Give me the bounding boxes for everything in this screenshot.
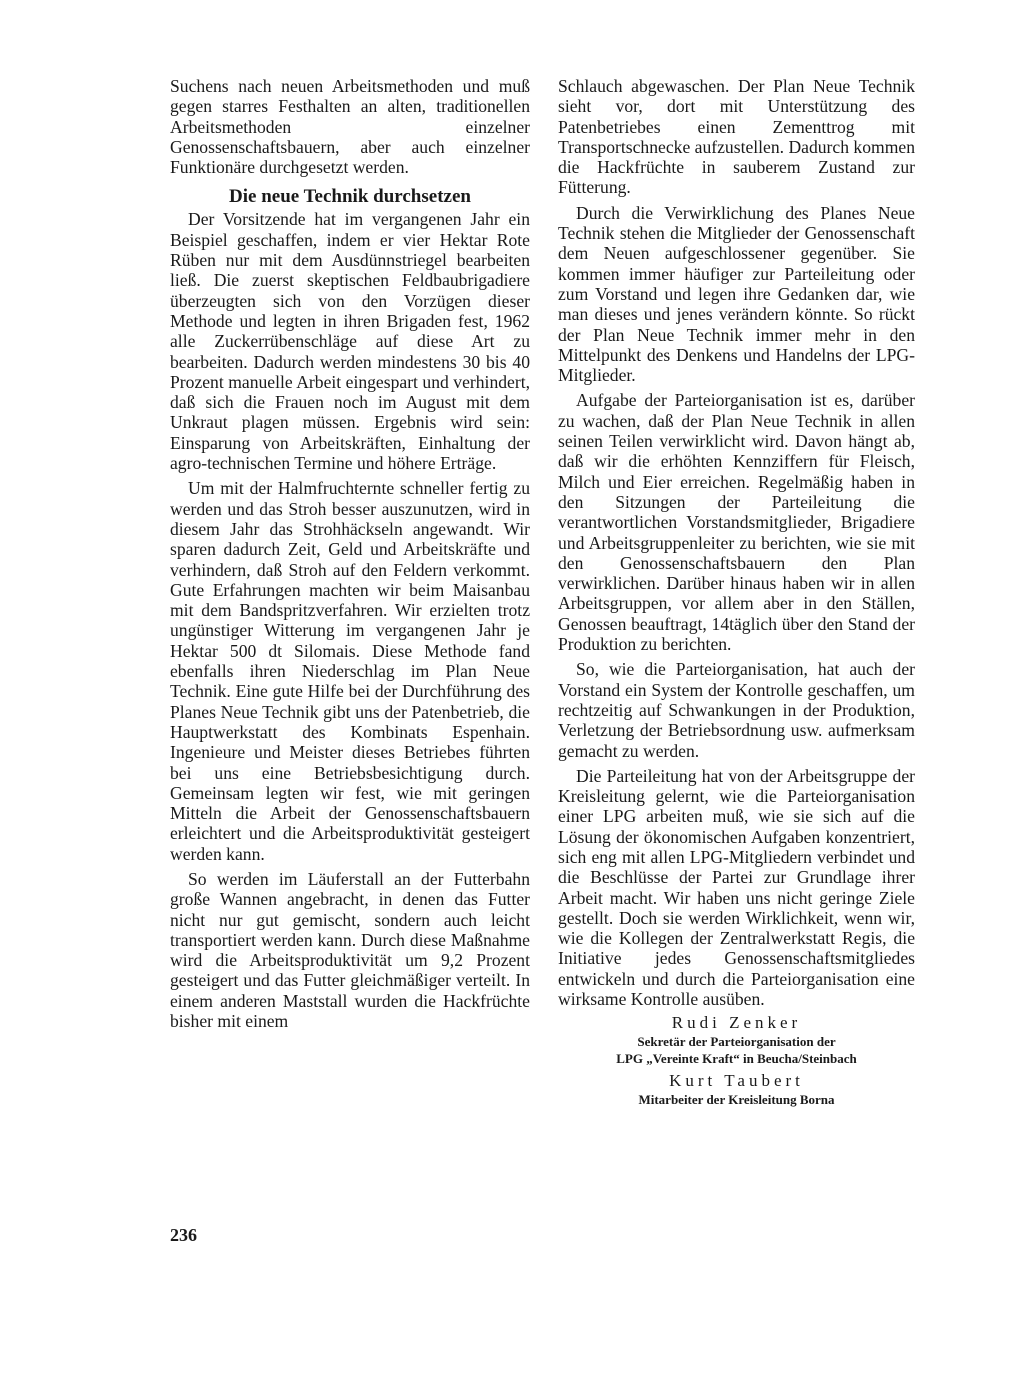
signature-name: Rudi Zenker [671, 1013, 802, 1033]
paragraph: Durch die Verwirklichung des Planes Neue Technik stehen die Mitglieder der Genossenschaft dem Neuen aufgeschlossener gegenüber. Sie kommen immer häufiger zur Parteileitung oder zum Vorstand und legen ihre Gedanken dar, wie man dieses und jenes verändern könnte. So rückt der Plan Neue Technik immer mehr in den Mittelpunkt des Denkens und Handelns der LPG-Mitglieder. [558, 202, 915, 386]
page-number: 236 [170, 1225, 197, 1245]
paragraph: Aufgabe der Parteiorganisation ist es, darüber zu wachen, daß der Plan Neue Technik in allen seinen Teilen verwirklicht wird. Davon hängt ab, daß wir die erhöhten Kennziffern für Fleisch, Milch und Eier erreichen. Regelmäßig haben in den Sitzungen der Parteileitung die verantwortlichen Vorstandsmitglieder, Brigadiere und Arbeitsgruppenleiter zu berichten, wie sie mit den Genossenschaftsbauern den Plan verwirklichen. Darüber hinaus haben wir in allen Arbeitsgruppen, vor allem aber in den Ställen, Genossen beauftragt, 14täglich über den Stand der Produktion zu berichten. [558, 390, 915, 655]
section-heading: Die neue Technik durchsetzen [229, 186, 471, 208]
left-column [170, 76, 530, 1031]
right-column [558, 76, 915, 1108]
paragraph: Die Parteileitung hat von der Arbeitsgruppe der Kreisleitung gelernt, wie die Parteiorganisation einer LPG arbeiten muß, wie sie sich auf die Lösung der ökonomischen Aufgaben konzentriert, sich eng mit allen LPG-Mitgliedern verbindet und die Beschlüsse der Partei zur Grundlage ihrer Arbeit macht. Wir haben uns nicht geringe Ziele gestellt. Doch sie werden Wirklichkeit, wenn wir, wie die Kollegen der Zentralwerkstatt Regis, die Initiative jedes Genossenschaftsmitgliedes entwickeln und durch die Parteiorganisation eine wirksame Kontrolle ausüben. [558, 765, 915, 1010]
signature-role: Mitarbeiter der Kreisleitung Borna [638, 1092, 835, 1108]
paragraph: Der Vorsitzende hat im vergangenen Jahr ein Beispiel geschaffen, indem er vier Hektar Rote Rüben nur mit dem Ausdünnstriegel bearbeiten ließ. Die zuerst skeptischen Feldbaubrigadiere überzeugten sich von den Vorzügen dieser Methode und legten in ihren Brigaden fest, 1962 alle Zuckerrübenschläge auf diese Art zu bearbeiten. Dadurch werden mindestens 30 bis 40 Prozent manuelle Arbeit eingespart und verhindert, daß sich die Frauen noch im August mit dem Unkraut plagen müssen. Ergebnis wird sein: Einsparung von Arbeitskräften, Einhaltung der agro-technischen Termine und höhere Erträge. [170, 209, 530, 474]
paragraph: Suchens nach neuen Arbeitsmethoden und muß gegen starres Festhalten an alten, traditionellen Arbeitsmethoden einzelner Genossenschaftsbauern, aber auch einzelner Funktionäre durchgesetzt werden. [170, 76, 530, 178]
signature-name: Kurt Taubert [669, 1071, 804, 1091]
paragraph: So, wie die Parteiorganisation, hat auch der Vorstand ein System der Kontrolle geschaffen, um rechtzeitig auf Schwankungen in der Produktion, Verletzung der Betriebsordnung usw. aufmerksam gemacht zu werden. [558, 659, 915, 761]
signature-role: Sekretär der Parteiorganisation der [637, 1034, 836, 1050]
paragraph: So werden im Läuferstall an der Futterbahn große Wannen angebracht, in denen das Futter nicht nur gut gemischt, sondern auch leicht transportiert werden kann. Durch diese Maßnahme wird die Arbeitsproduktivität um 9,2 Prozent gesteigert und das Futter gleichmäßiger verteilt. In einem anderen Maststall wurden die Hackfrüchte bisher mit einem [170, 868, 530, 1032]
signature-role: LPG „Vereinte Kraft“ in Beucha/Steinbach [616, 1051, 857, 1067]
paragraph: Schlauch abgewaschen. Der Plan Neue Technik sieht vor, dort mit Unterstützung des Patenbetriebes einen Zementtrog mit Transportschnecke aufzustellen. Dadurch kommen die Hackfrüchte in sauberem Zustand zur Fütterung. [558, 76, 915, 198]
paragraph: Um mit der Halmfruchternte schneller fertig zu werden und das Stroh besser auszunutzen, wird in diesem Jahr das Strohhäckseln angewandt. Wir sparen dadurch Zeit, Geld und Arbeitskräfte und verhindern, daß Stroh auf den Feldern verkommt. Gute Erfahrungen machten wir beim Maisanbau mit dem Bandspritzverfahren. Wir erzielten trotz ungünstiger Witterung im vergangenen Jahr je Hektar 500 dt Silomais. Diese Methode fand ebenfalls ihren Niederschlag im Plan Neue Technik. Eine gute Hilfe bei der Durchführung des Planes Neue Technik gibt uns der Patenbetrieb, die Hauptwerkstatt des Kombinats Espenhain. Ingenieure und Meister dieses Betriebes führten bei uns eine Betriebsbesichtigung durch. Gemeinsam legten wir fest, wie mit geringen Mitteln die Arbeit der Genossenschaftsbauern erleichtert und die Arbeitsproduktivität gesteigert werden kann. [170, 478, 530, 864]
